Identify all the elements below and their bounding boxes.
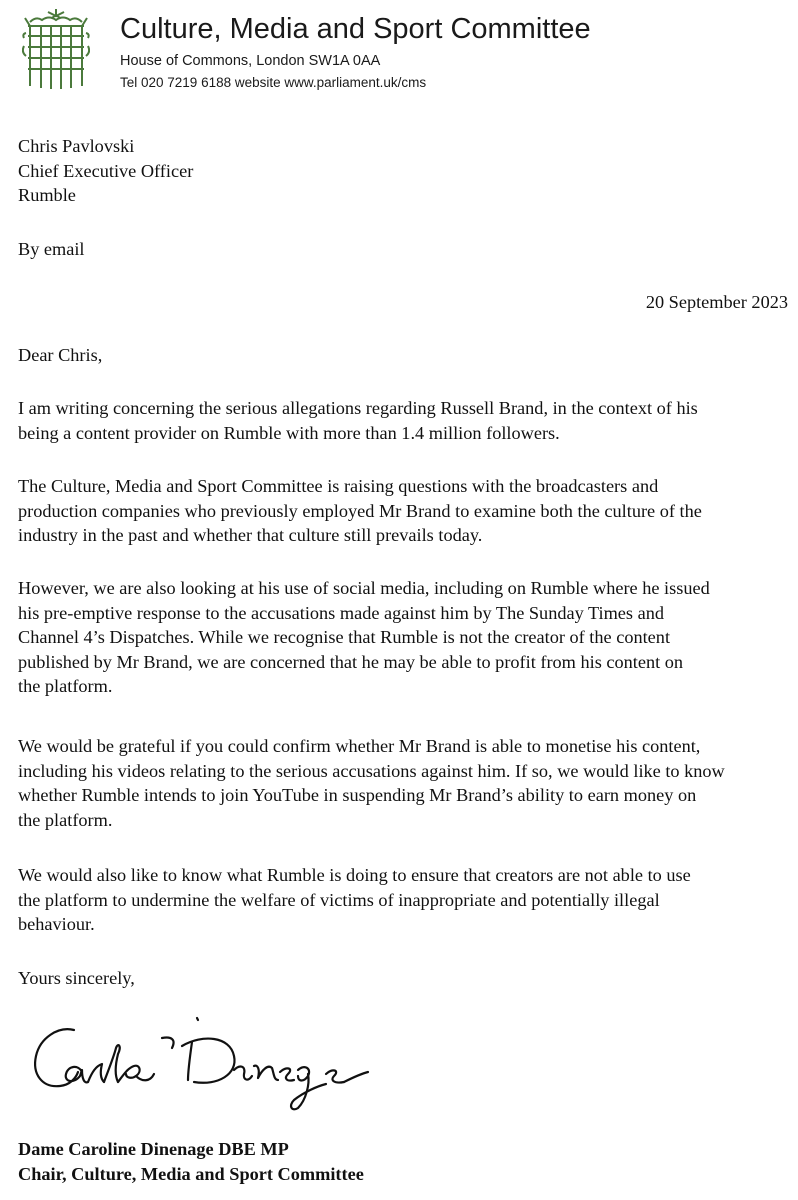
paragraph-line: his pre-emptive response to the accusations made against him by The Sunday Times and xyxy=(18,602,664,623)
letterhead-contact: Tel 020 7219 6188 website www.parliament.uk/cms xyxy=(120,75,427,90)
letterhead xyxy=(22,6,782,96)
paragraph-line: the platform. xyxy=(18,676,113,696)
recipient-name: Chris Pavlovski xyxy=(18,136,135,156)
paragraph-line: the platform. xyxy=(18,809,113,830)
paragraph-line: published by Mr Brand, we are concerned that he may be able to profit from his content on xyxy=(18,651,684,672)
paragraph-line: whether Rumble intends to join YouTube in suspending Mr Brand’s ability to earn money on xyxy=(18,785,697,805)
paragraph-line: behaviour. xyxy=(18,914,95,934)
portcullis-icon xyxy=(22,6,90,90)
committee-name: Culture, Media and Sport Committee xyxy=(120,13,591,45)
paragraph-line: being a content provider on Rumble with more than 1.4 million followers. xyxy=(18,422,560,443)
paragraph-5 xyxy=(18,863,788,937)
signatory-block xyxy=(18,1137,788,1186)
signature xyxy=(22,1012,392,1127)
recipient-title: Chief Executive Officer xyxy=(18,160,194,181)
paragraph-line: production companies who previously employed Mr Brand to examine both the culture of the xyxy=(18,500,702,521)
recipient-organisation: Rumble xyxy=(18,185,76,205)
letter-date: 20 September 2023 xyxy=(645,292,788,312)
paragraph-line: However, we are also looking at his use of social media, including on Rumble where he issued xyxy=(18,578,710,598)
paragraph-line: Channel 4’s Dispatches. While we recognise that Rumble is not the creator of the content xyxy=(18,627,671,647)
signatory-role: Chair, Culture, Media and Sport Committee xyxy=(18,1163,364,1184)
paragraph-1 xyxy=(18,396,788,445)
recipient-block xyxy=(18,134,788,208)
paragraph-line: the platform to undermine the welfare of victims of inappropriate and potentially illegal xyxy=(18,889,660,910)
salutation: Dear Chris, xyxy=(18,345,103,365)
delivery-method: By email xyxy=(18,239,85,259)
letterhead-address: House of Commons, London SW1A 0AA xyxy=(120,53,381,69)
closing: Yours sincerely, xyxy=(18,968,135,988)
paragraph-line: including his videos relating to the serious accusations against him. If so, we would like to know xyxy=(18,760,725,781)
paragraph-line: I am writing concerning the serious allegations regarding Russell Brand, in the context of his xyxy=(18,398,698,418)
paragraph-line: industry in the past and whether that culture still prevails today. xyxy=(18,525,483,545)
paragraph-4 xyxy=(18,734,788,832)
paragraph-line: The Culture, Media and Sport Committee is raising questions with the broadcasters and xyxy=(18,476,659,496)
paragraph-2 xyxy=(18,474,788,548)
paragraph-line: We would also like to know what Rumble is doing to ensure that creators are not able to use xyxy=(18,865,691,885)
paragraph-line: We would be grateful if you could confirm whether Mr Brand is able to monetise his content, xyxy=(18,736,701,756)
signatory-name: Dame Caroline Dinenage DBE MP xyxy=(18,1139,289,1159)
paragraph-3 xyxy=(18,576,788,699)
